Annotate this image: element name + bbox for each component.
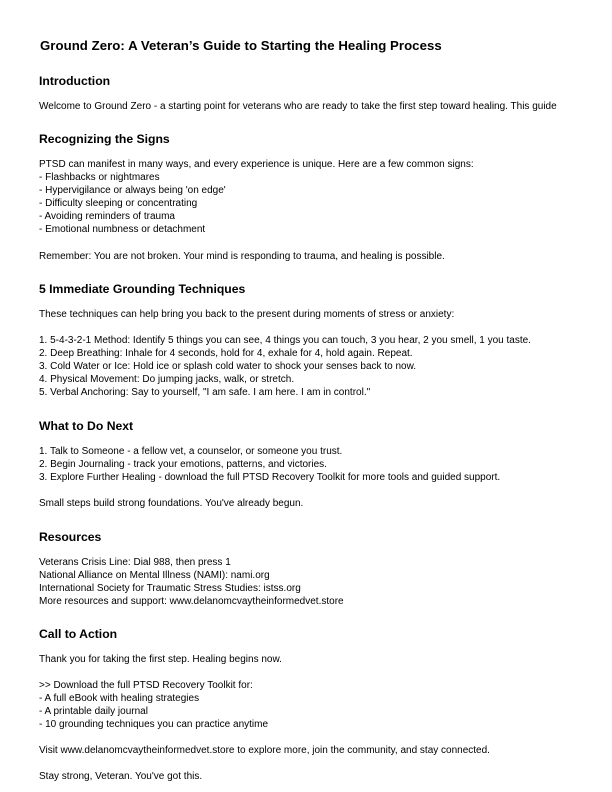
resource-item: More resources and support: www.delanomcvaytheinformedvet.store [39,596,344,607]
next-list [39,445,500,484]
sign-item: - Emotional numbness or detachment [39,224,206,235]
grounding-item: 5. Verbal Anchoring: Say to yourself, "I am safe. I am here. I am in control." [39,387,371,398]
intro-paragraph: Welcome to Ground Zero - a starting point for veterans who are ready to take the first step toward healing. This guide [39,101,557,112]
signs-list [39,158,474,236]
grounding-item: 4. Physical Movement: Do jumping jacks, walk, or stretch. [39,374,295,385]
resources-list [39,556,344,608]
cta-download-line: >> Download the full PTSD Recovery Toolkit for: [39,680,253,691]
heading-call-to-action: Call to Action [39,627,118,641]
heading-what-to-do-next: What to Do Next [39,419,134,433]
cta-download-item: - 10 grounding techniques you can practice anytime [39,719,269,730]
cta-download-list [39,679,268,731]
heading-grounding-techniques: 5 Immediate Grounding Techniques [39,282,246,296]
grounding-item: 1. 5-4-3-2-1 Method: Identify 5 things you can see, 4 things you can touch, 3 you hear, 2 you smell, 1 you taste. [39,335,531,346]
cta-visit: Visit www.delanomcvaytheinformedvet.store to explore more, join the community, and stay connected. [39,745,490,756]
next-closing: Small steps build strong foundations. You've already begun. [39,498,304,509]
signs-intro-line: PTSD can manifest in many ways, and every experience is unique. Here are a few common signs: [39,159,474,170]
cta-download-item: - A full eBook with healing strategies [39,693,200,704]
sign-item: - Difficulty sleeping or concentrating [39,198,198,209]
cta-thanks: Thank you for taking the first step. Healing begins now. [39,654,282,665]
resource-item: International Society for Traumatic Stress Studies: istss.org [39,583,301,594]
next-item: 2. Begin Journaling - track your emotions, patterns, and victories. [39,459,327,470]
heading-introduction: Introduction [39,74,111,88]
grounding-list [39,334,531,399]
grounding-intro: These techniques can help bring you back to the present during moments of stress or anxiety: [39,309,455,320]
grounding-item: 2. Deep Breathing: Inhale for 4 seconds, hold for 4, exhale for 4, hold again. Repeat. [39,348,413,359]
sign-item: - Avoiding reminders of trauma [39,211,175,222]
cta-download-item: - A printable daily journal [39,706,148,717]
next-item: 3. Explore Further Healing - download the full PTSD Recovery Toolkit for more tools and guided support. [39,472,501,483]
next-item: 1. Talk to Someone - a fellow vet, a counselor, or someone you trust. [39,446,343,457]
document-title: Ground Zero: A Veteran’s Guide to Starting the Healing Process [40,38,442,53]
resource-item: National Alliance on Mental Illness (NAMI): nami.org [39,570,270,581]
sign-item: - Hypervigilance or always being 'on edge' [39,185,226,196]
resource-item: Veterans Crisis Line: Dial 988, then press 1 [39,557,231,568]
cta-signoff: Stay strong, Veteran. You've got this. [39,771,203,782]
sign-item: - Flashbacks or nightmares [39,172,160,183]
heading-recognizing-signs: Recognizing the Signs [39,132,170,146]
grounding-item: 3. Cold Water or Ice: Hold ice or splash cold water to shock your senses back to now. [39,361,417,372]
heading-resources: Resources [39,530,102,544]
signs-remember: Remember: You are not broken. Your mind is responding to trauma, and healing is possible. [39,251,445,262]
